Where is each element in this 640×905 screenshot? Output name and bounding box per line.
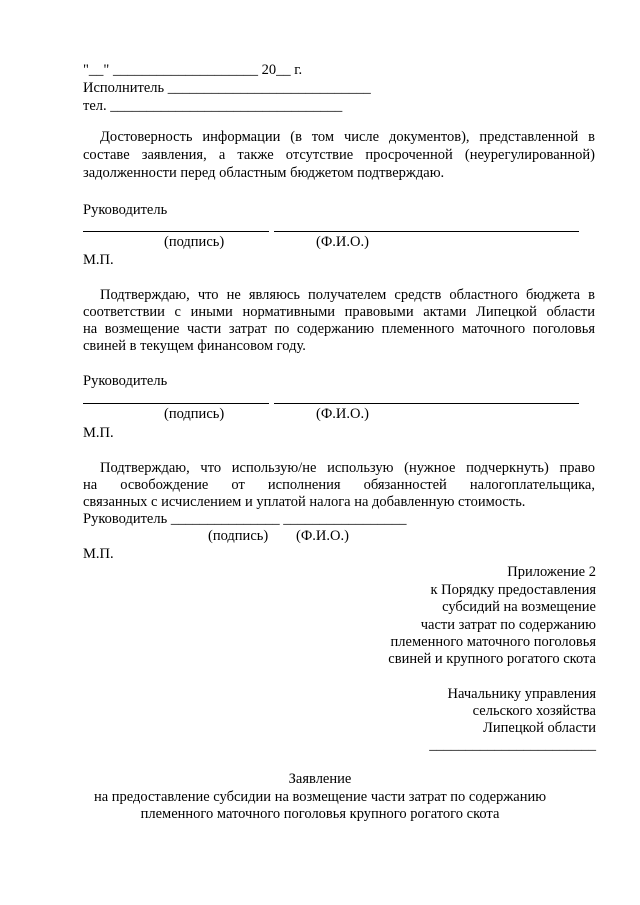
appendix-line-4: части затрат по содержанию xyxy=(420,617,596,633)
block3-line-1: Подтверждаю, что использую/не использую (нужное подчеркнуть) право xyxy=(100,460,595,476)
statement-title: Заявление xyxy=(288,771,352,787)
appendix-line-2: к Порядку предоставления xyxy=(430,582,596,598)
block3-head-line: Руководитель _______________ _________________ xyxy=(83,511,407,527)
block1-line-1: Достоверность информации (в том числе документов), представленной в xyxy=(100,129,595,145)
block2-line-3: на возмещение части затрат по содержанию племенного маточного поголовья xyxy=(83,321,595,337)
block2-head-label: Руководитель xyxy=(83,373,168,389)
block3-line-2: на освобождение от исполнения обязанностей налогоплательщика, xyxy=(83,477,595,493)
block1-name-line xyxy=(274,231,579,232)
block1-line-2: составе заявления, а также отсутствие просроченной (неурегулированной) xyxy=(83,147,595,163)
block2-name-caption: (Ф.И.О.) xyxy=(316,406,369,422)
block2-stamp: М.П. xyxy=(83,425,114,441)
block2-line-4: свиней в текущем финансовом году. xyxy=(83,338,306,354)
addressee-line-2: сельского хозяйства xyxy=(472,703,596,719)
appendix-line-6: свиней и крупного рогатого скота xyxy=(388,651,596,667)
block3-stamp: М.П. xyxy=(83,546,114,562)
block2-line-2: соответствии с иными нормативными правовыми актами Липецкой области xyxy=(83,304,595,320)
block2-name-line xyxy=(274,403,579,404)
block3-name-caption: (Ф.И.О.) xyxy=(296,528,349,544)
block1-name-caption: (Ф.И.О.) xyxy=(316,234,369,250)
appendix-line-1: Приложение 2 xyxy=(507,564,596,580)
addressee-line-3: Липецкой области xyxy=(483,720,596,736)
statement-line-1: на предоставление субсидии на возмещение части затрат по содержанию xyxy=(93,789,547,805)
block2-sign-caption: (подпись) xyxy=(164,406,225,422)
date-line: "__" ____________________ 20__ г. xyxy=(83,62,303,78)
block3-sign-caption: (подпись) xyxy=(208,528,269,544)
block2-signature-line xyxy=(83,403,269,404)
addressee-blank: _______________________ xyxy=(429,737,596,753)
appendix-line-3: субсидий на возмещение xyxy=(442,599,596,615)
block1-sign-caption: (подпись) xyxy=(164,234,225,250)
block1-stamp: М.П. xyxy=(83,252,114,268)
appendix-line-5: племенного маточного поголовья xyxy=(390,634,596,650)
block1-line-3: задолженности перед областным бюджетом подтверждаю. xyxy=(83,165,445,181)
block1-signature-line xyxy=(83,231,269,232)
block1-head-label: Руководитель xyxy=(83,202,168,218)
phone-line: тел. ________________________________ xyxy=(83,98,343,114)
addressee-line-1: Начальнику управления xyxy=(447,686,596,702)
block2-line-1: Подтверждаю, что не являюсь получателем средств областного бюджета в xyxy=(100,287,595,303)
executor-line: Исполнитель ____________________________ xyxy=(83,80,371,96)
statement-line-2: племенного маточного поголовья крупного рогатого скота xyxy=(140,806,500,822)
block3-line-3: связанных с исчислением и уплатой налога на добавленную стоимость. xyxy=(83,494,526,510)
